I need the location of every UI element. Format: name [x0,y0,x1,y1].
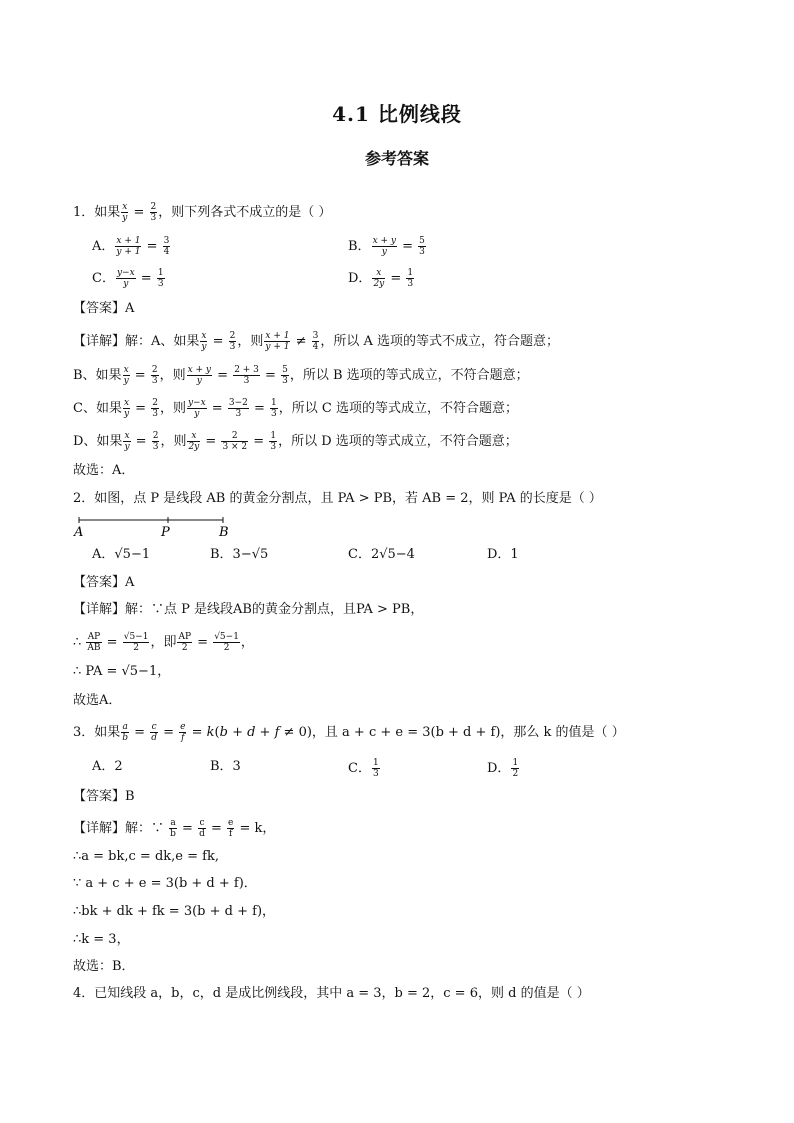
q2-detail-1: 【详解】解：∵点 P 是线段AB的黄金分割点，且PA > PB， [73,602,424,617]
q1-answer: 【答案】A [73,301,135,316]
q1-option-a: A． $\frac{x + 1}{y + 1}$ = $\frac{3}{4}$ [92,236,170,257]
q1-option-d: D． $\frac{x}{2y}$ = $\frac{1}{3}$ [348,268,414,289]
q1-detail-1: 【详解】解：A、如果 $\frac{x}{y}$ = $\frac{2}{3}$ ，则 $\frac{x + 1}{y + 1}$ ≠ $\frac{3}{4}$ ，所以 A 选项的等式不成立，符合题意； [73,331,560,352]
q3-option-c: C． $\frac{1}{3}$ [348,758,379,779]
q2-answer: 【答案】A [73,575,135,590]
q1-stem: 1．如果 $\frac{x}{y}$ = $\frac{2}{3}$ ，则下列各式不成立的是（ ） [73,202,332,223]
q3-detail-1: 【详解】解：∵ $\frac{a}{b}$ = $\frac{c}{d}$ = $\frac{e}{f}$ = k， [73,818,276,839]
q3-answer: 【答案】B [73,789,135,804]
segment-label-p: P [161,525,170,540]
page-subtitle: 参考答案 [364,149,429,168]
q1-detail-4: D、如果 $\frac{x}{y}$ = $\frac{2}{3}$ ，则 $\frac{x}{2y}$ = $\frac{2}{3 \times 2}$ = $\frac{1}{3}$ ，所以 D 选项的等式成立，不符合题意； [73,431,518,452]
q3-stem: 3．如果 $\frac{a}{b}$ = $\frac{c}{d}$ = $\frac{e}{f}$ = k(b + d + f ≠ 0)，且 a + c + e = 3(b + d + f)，那么 k 的值是（ ） [73,722,625,743]
q3-detail-4: ∴bk + dk + fk = 3(b + d + f)， [73,904,276,919]
q3-detail-5: ∴k = 3， [73,932,130,947]
q1-conclusion: 故选：A． [73,463,135,478]
q1-option-b: B． $\frac{x + y}{y}$ = $\frac{5}{3}$ [348,236,425,257]
q2-stem: 2．如图，点 P 是线段 AB 的黄金分割点，且 PA > PB，若 AB = 2，则 PA 的长度是（ ） [73,491,602,506]
q2-detail-3: ∴ PA = √5−1， [73,664,171,679]
q3-option-b: B．3 [210,759,241,774]
q1-detail-2: B、如果 $\frac{x}{y}$ = $\frac{2}{3}$ ，则 $\frac{x + y}{y}$ = $\frac{2 + 3}{3}$ = $\frac{5}{3}$ ，所以 B 选项的等式成立，不符合题意； [73,365,529,386]
q3-option-a: A．2 [92,759,123,774]
q2-option-d: D．1 [487,547,519,562]
segment-label-a: A [74,525,84,540]
page-title: 4.1 比例线段 [332,102,462,126]
q3-conclusion: 故选：B． [73,959,135,974]
q2-segment-figure [73,516,243,540]
q2-option-b: B．3−√5 [210,547,269,562]
q3-option-d: D． $\frac{1}{2}$ [487,758,519,779]
q2-conclusion: 故选A． [73,693,122,708]
q1-option-c: C． $\frac{y-x}{y}$ = $\frac{1}{3}$ [92,268,164,289]
q4-stem: 4．已知线段 a，b，c，d 是成比例线段，其中 a = 3，b = 2，c = 6，则 d 的值是（ ） [73,986,590,1001]
q2-option-a: A．√5−1 [92,547,151,562]
segment-label-b: B [219,525,229,540]
q2-detail-2: ∴ $\frac{AP}{AB}$ = $\frac{√5-1}{2}$ ，即 $\frac{AP}{2}$ = $\frac{√5-1}{2}$ ， [73,632,254,653]
q2-option-c: C．2√5−4 [348,547,415,562]
q3-detail-3: ∵ a + c + e = 3(b + d + f)． [73,876,257,891]
q1-detail-3: C、如果 $\frac{x}{y}$ = $\frac{2}{3}$ ，则 $\frac{y-x}{y}$ = $\frac{3-2}{3}$ = $\frac{1}{3}$ ，所以 C 选项的等式成立，不符合题意； [73,398,518,419]
q3-detail-2: ∴a = bk,c = dk,e = fk, [73,849,219,864]
